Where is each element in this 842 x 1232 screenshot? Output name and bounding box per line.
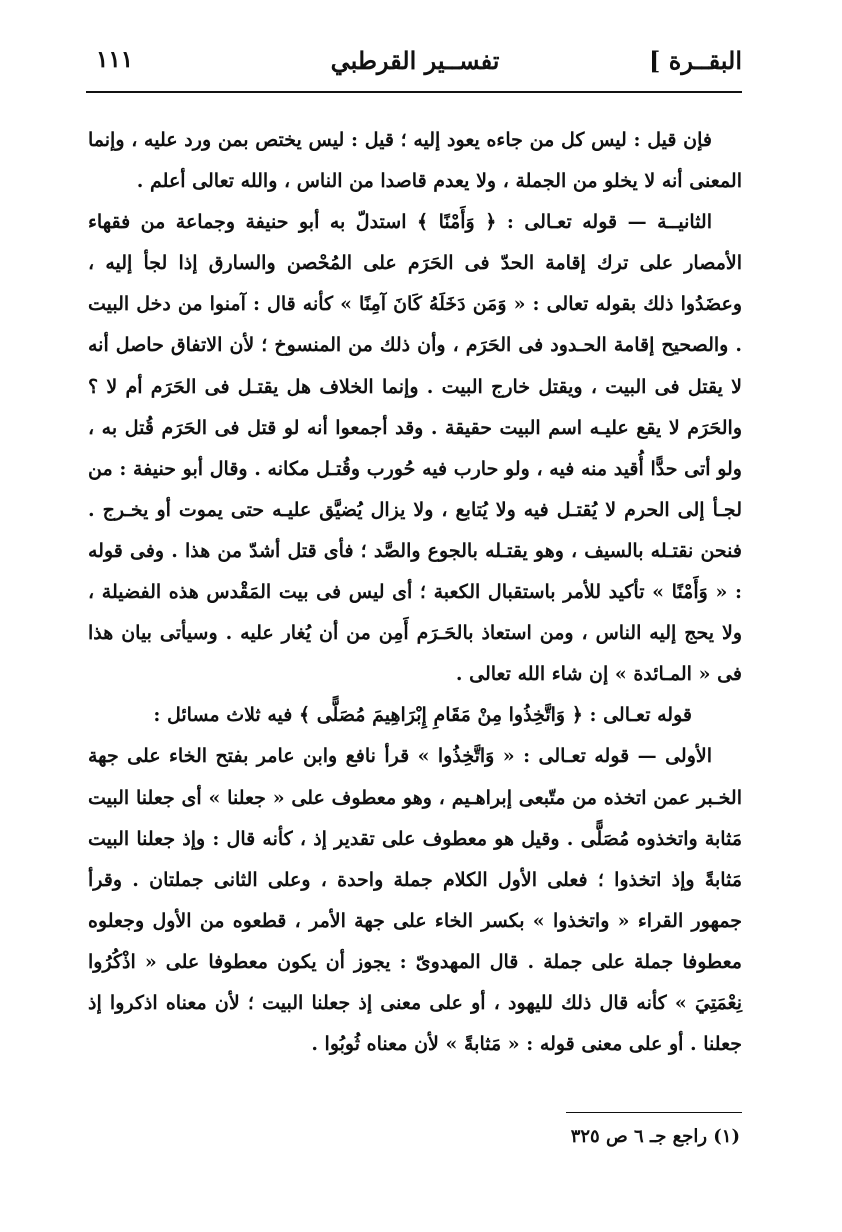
- page-number: ١١١: [96, 46, 134, 73]
- paragraph-2: الثانيــة — قوله تعـالى : ﴿ وَأَمْنًا ﴾ استدلّ به أبو حنيفة وجماعة من فقهاء الأمصار على ترك إقامة الحدّ فى الحَرَم على المُحْصن والسارق إذا لجأ إليه ، وعضَدُوا ذلك بقوله تعالى : « وَمَن دَخَلَهُ كَانَ آمِنًا » كأنه قال : آمنوا من دخل البيت . والصحيح إقامة الحـدود فى الحَرَم ، وأن ذلك من المنسوخ ؛ لأن الاتفاق حاصل أنه لا يقتل فى البيت ، ويقتل خارج البيت . وإنما الخلاف هل يقتـل فى الحَرَم أم لا ؟ والحَرَم لا يقع عليـه اسم البيت حقيقة . وقد أجمعوا أنه لو قتل فى الحَرَم قُتل به ، ولو أتى حدًّا أُقيد منه فيه ، ولو حارب فيه حُورب وقُتـل مكانه . وقال أبو حنيفة : من لجـأ إلى الحرم لا يُقتـل فيه ولا يُتابع ، ولا يزال يُضيَّق عليـه حتى يموت أو يخـرج . فنحن نقتـله بالسيف ، وهو يقتـله بالجوع والصَّد ؛ فأى قتل أشدّ من هذا . وفى قوله : « وَأَمْنًا » تأكيد للأمر باستقبال الكعبة ؛ أى ليس فى بيت المَقْدس هذه الفضيلة ، ولا يحج إليه الناس ، ومن استعاذ بالحَـرَم أَمِن من أن يُغار عليه . وسيأتى بيان هذا فى « المـائدة » إن شاء الله تعالى .: [88, 211, 742, 686]
- surah-name: البقــرة ]: [649, 46, 742, 75]
- main-text: [88, 120, 742, 1065]
- running-header: [88, 44, 742, 92]
- header-rule: [86, 91, 742, 93]
- book-title: تفســير القرطبي: [330, 46, 500, 75]
- paragraph-3: الأولى — قوله تعـالى : « وَاتَّخِذُوا » قرأ نافع وابن عامر بفتح الخاء على جهة الخـبر عمن اتخذه من متّبعى إبراهـيم ، وهو معطوف على « جعلنا » أى جعلنا البيت مَثابة واتخذوه مُصَلًّى . وقيل هو معطوف على تقدير إذ ، كأنه قال : وإذ جعلنا البيت مَثابةً وإذ اتخذوا ؛ فعلى الأول الكلام جملة واحدة ، وعلى الثانى جملتان . وقرأ جمهور القراء « واتخذوا » بكسر الخاء على جهة الأمر ، قطعوه من الأول وجعلوه معطوفا جملة على جملة . قال المهدوىّ : يجوز أن يكون معطوفا على « اذْكُرُوا نِعْمَتِيَ » كأنه قال ذلك لليهود ، أو على معنى إذ جعلنا البيت ؛ لأن معناه اذكروا إذ جعلنا . أو على معنى قوله : « مَثابةً » لأن معناه ثُوبُوا .: [88, 745, 743, 1056]
- paragraph-1: فإن قيل : ليس كل من جاءه يعود إليه ؛ قيل : ليس يختص بمن ورد عليه ، وإنما المعنى أنه لا يخلو من الجملة ، ولا يعدم قاصدا من الناس ، والله تعالى أعلم .: [88, 129, 742, 193]
- verse-heading: قوله تعـالى : ﴿ وَاتَّخِذُوا مِنْ مَقَامِ إِبْرَاهِيمَ مُصَلًّى ﴾ فيه ثلاث مسائل :: [153, 704, 692, 727]
- footnote: (١) راجع جـ ٦ ص ٣٢٥: [570, 1126, 740, 1147]
- footnote-rule: [566, 1112, 742, 1113]
